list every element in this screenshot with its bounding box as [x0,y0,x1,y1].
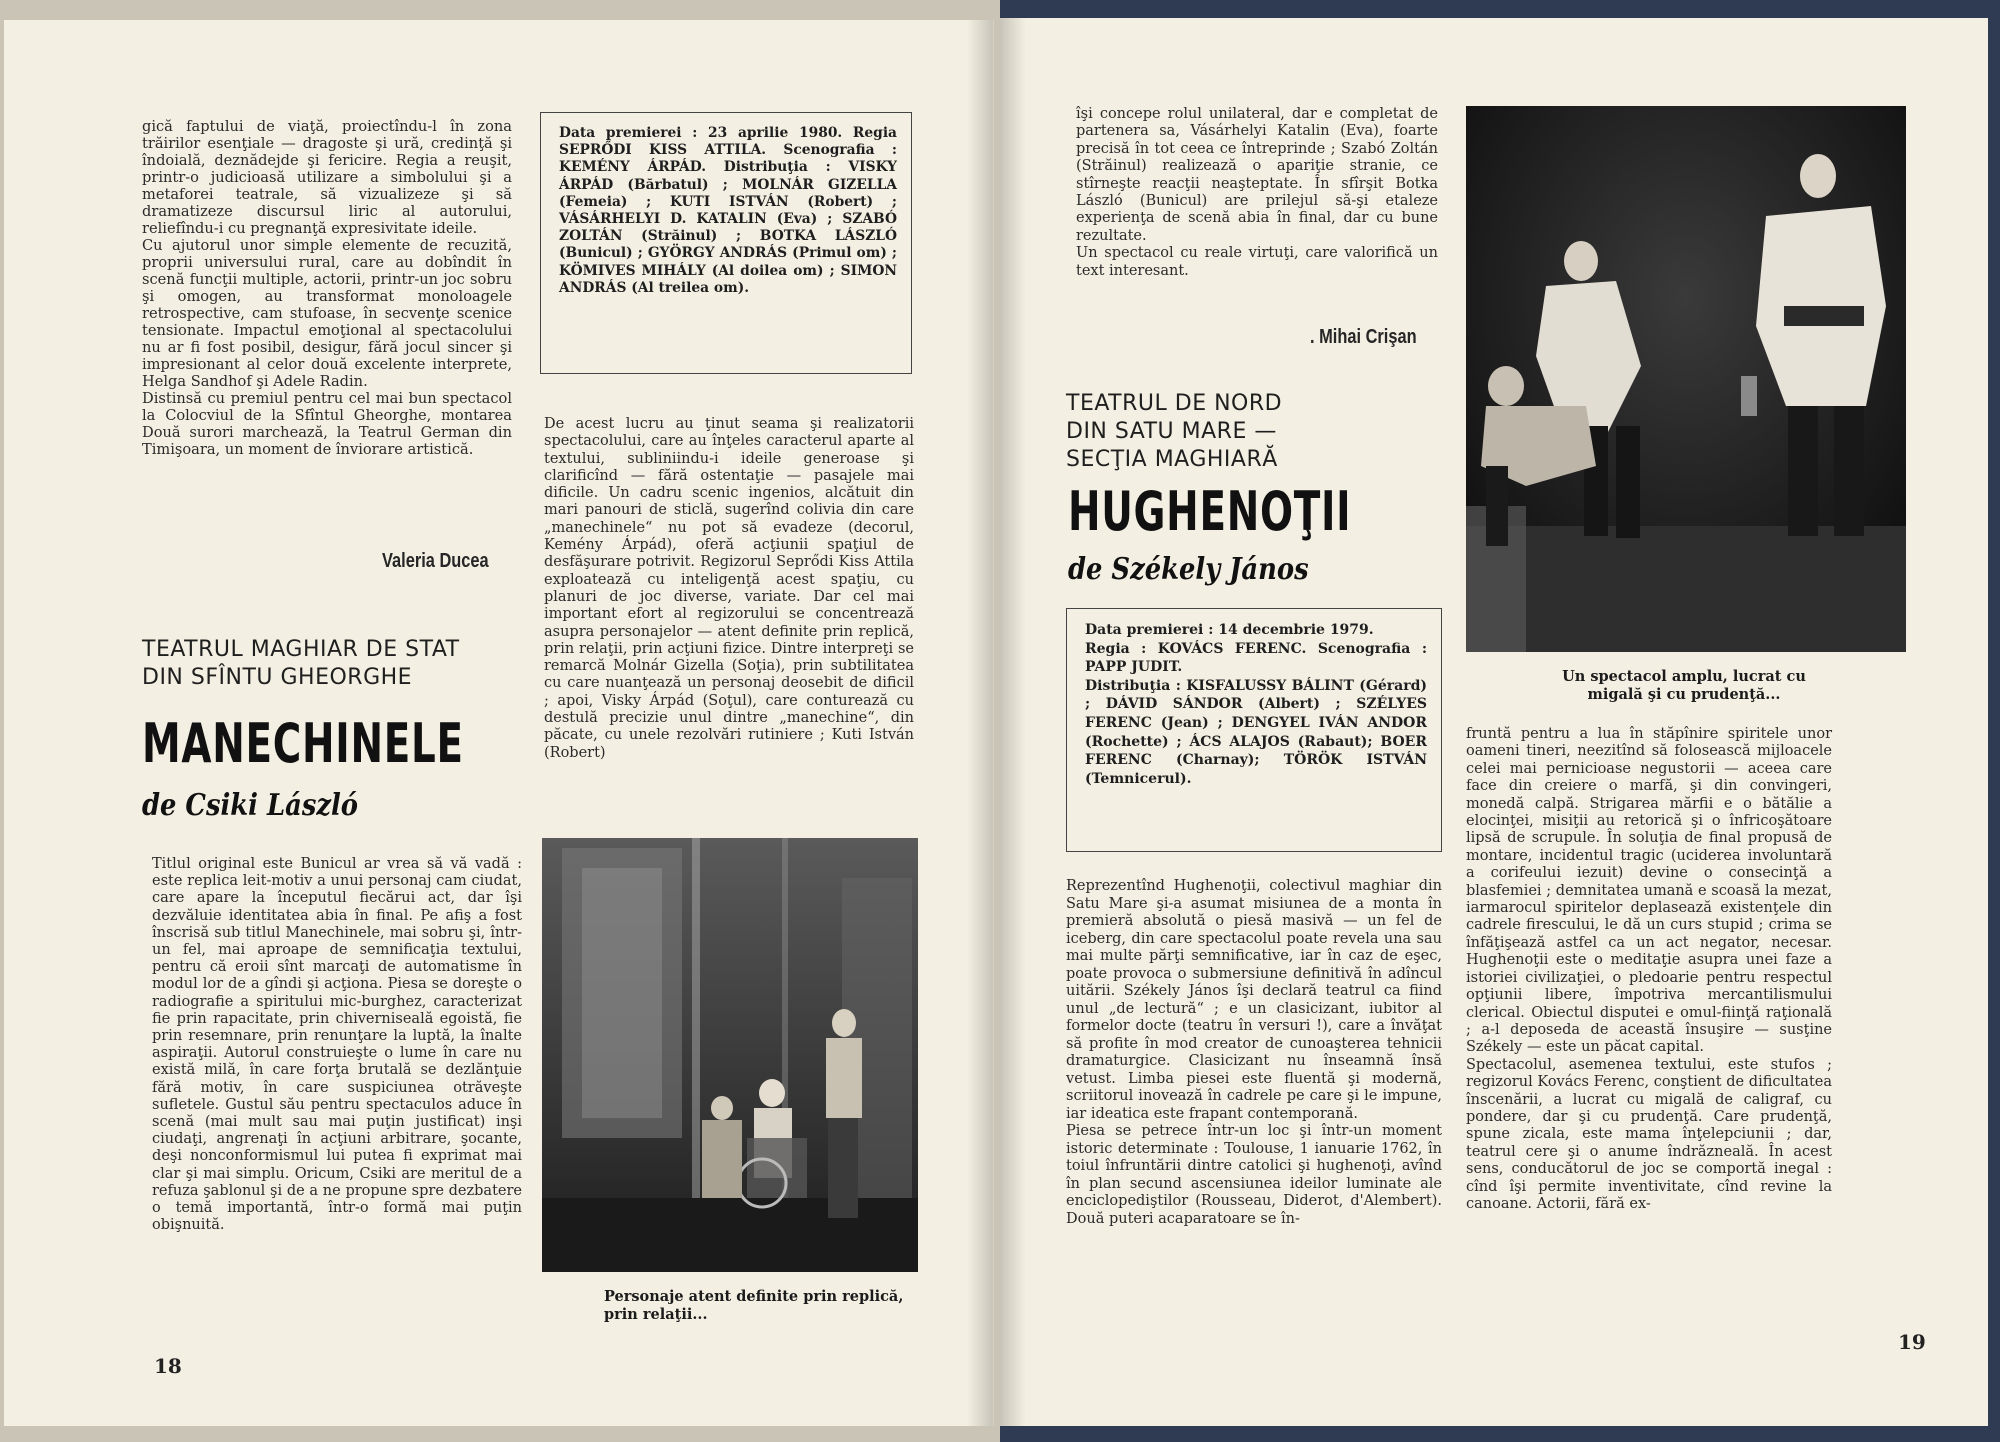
right-article-column1: Reprezentînd Hughenoţii, colectivul maghiar din Satu Mare şi-a asumat misiunea de a monta în premieră absolută o piesă masivă — un fel de iceberg, din care spectacolul poate revela una sau mai multe părţi semnificative, iar în caz de eşec, poate provoca o submersiune definitivă în adîncul uitării. Székely János îşi declară teatrul ca fiind unul „de lectură“ ; e un clasicizant, iubitor al formelor docte (teatru în versuri !), care a învăţat să profite în mod creator de cunoaşterea tehnicii dramaturgice. Clasicizant nu înseamnă însă vetust. Limba piesei este fluentă şi modernă, scriitorul inovează în cadrele pe care şi le impune, iar ideatica este frapant contemporană. Piesa se petrece într-un loc şi într-un moment istoric determinate : Toulouse, 1 ianuarie 1762, în toiul înfruntării dintre catolici şi hughenoţi, avînd în plan secund ascensiunea ideilor luminate ale enciclopediştilor (Rousseau, Diderot, d'Alembert). Două puteri acaparatoare se în- [1066,878,1442,1227]
spine-shadow [967,20,993,1426]
left-article-column2: De acest lucru au ţinut seama şi realizatorii spectacolului, care au înţeles caracterul aparte al textului, subliniindu-i ideile generoase şi clarificînd — fără ostentaţie — pasajele mai dificile. Un cadru scenic ingenios, alcătuit din mari panouri de sticlă, sugerînd colivia din care „manechinele“ nu pot să evadeze (decorul, Kemény Árpád), oferă acţiunii spaţiul de desfăşurare potrivit. Regizorul Seprődi Kiss Attila exploatează cu inteligenţă acest spaţiu, cu planuri de joc diverse, variate. Dar cel mai important efort al regizorului se concentrează asupra personajelor — atent definite prin replică, prin relaţii, prin acţiuni fizice. Dintre interpreţi se remarcă Molnár Gizella (Soţia), prin subtilitatea cu care nuanţează un personaj deosebit de dificil ; apoi, Visky Árpád (Soţul), care conturează cu destulă precizie unul dintre „manechine“, din păcate, cu unele rezolvări rutiniere ; Kuti István (Robert) [544,416,914,761]
right-play-title: HUGHENOŢII [1068,480,1352,543]
manechinele-stage-photo [542,838,918,1272]
left-play-title: MANECHINELE [142,712,464,775]
right-page-number: 19 [1898,1330,1926,1354]
spine-shadow [1000,18,1026,1426]
left-theatre-heading: TEATRUL MAGHIAR DE STAT DIN SFÎNTU GHEORGHE [142,637,460,690]
right-credits-box: Data premierei : 14 decembrie 1979. Regia : KOVÁCS FERENC. Scenografia : PAPP JUDIT. Distribuţia : KISFALUSSY BÁLINT (Gérard) ; DÁVID SÁNDOR (Albert) ; SZÉLYES FERENC (Jean) ; DENGYEL IVÁN ANDOR (Rochette) ; ÁCS ALAJOS (Rabaut); BOER FERENC (Charnay); TÖRÖK ISTVÁN (Temnicerul). [1066,608,1442,852]
left-signature: Valeria Ducea [382,550,489,572]
left-page [4,20,994,1426]
right-column1-continuation: îşi concepe rolul unilateral, dar e completat de partenera sa, Vásárhelyi Katalin (Eva), foarte precisă în tot ceea ce întreprinde ; Szabó Zoltán (Străinul) realizează o apariţie stranie, ce stîrneşte reacţii neaşteptate. În sfîrşit Botka László (Bunicul) are prilejul să-şi etaleze experienţa de scenă abia în final, dar cu bune rezultate. Un spectacol cu reale virtuţi, care valorifică un text interesant. [1076,106,1438,279]
stage-photo-illustration [542,838,918,1272]
right-play-author: de Székely János [1068,552,1309,587]
left-play-author: de Csiki László [142,788,359,823]
left-article-column1: Titlul original este Bunicul ar vrea să vă vadă : este replica leit-motiv a unui personaj cam ciudat, care apare la începutul fiecărui act, dar îşi dezvăluie identitatea abia în final. Pe afiş a fost înscrisă sub titlul Manechinele, mai sobru şi, într-un fel, mai aproape de semnificaţia textului, pentru că eroii sînt marcaţi de automatisme în modul lor de a gîndi şi acţiona. Piesa se doreşte o radiografie a spiritului mic-burghez, caracterizat fie prin rapacitate, prin chiverniseală egoistă, fie prin resemnare, prin renunţare la luptă, la înalte aspiraţii. Autorul construieşte o lume în care nu există milă, în care forţa brutală se dezlănţuie fără motiv, în care suspiciunea otrăveşte sufletele. Gustul său pentru spectaculos aduce în scenă (mai mult sau mai puţin justificat) inşi ciudaţi, angrenaţi în acţiuni arbitrare, şocante, deşi nonconformismul lui putea fi exprimat mai clar şi mai simplu. Oricum, Csiki are meritul de a refuza şablonul şi de a ne propune spre dezbatere o temă importantă, într-o formă mai puţin obişnuită. [152,856,522,1234]
left-photo-caption: Personaje atent definite prin replică, prin relaţii... [604,1288,904,1323]
right-signature: . Mihai Crişan [1310,326,1417,348]
left-page-number: 18 [154,1354,182,1378]
right-theatre-heading: TEATRUL DE NORD DIN SATU MARE — SECŢIA MAGHIARĂ [1066,391,1283,472]
hughenotii-stage-photo [1466,106,1906,652]
right-page [1000,18,1988,1426]
right-photo-caption: Un spectacol amplu, lucrat cu migală şi cu prudenţă... [1562,668,1806,703]
left-column1-continuation: gică faptului de viaţă, proiectîndu-l în zona trăirilor esenţiale — dragoste şi ură, credinţă şi îndoială, deznădejde şi fericire. Regia a reuşit, printr-o judicioasă utilizare a simbolului şi a metaforei teatrale, să vizualizeze şi să dramatizeze discursul liric al autorului, reliefîndu-i cu pregnanţă expresivitate ideile. Cu ajutorul unor simple elemente de recuzită, proprii universului rural, care au dobîndit în scenă funcţii multiple, actorii, printr-un joc sobru şi omogen, au transformat monoloagele retrospective, cam stufoase, în secvenţe scenice tensionate. Impactul emoţional al spectacolului nu ar fi fost posibil, desigur, fără jocul sincer şi impresionant al celor două excelente interprete, Helga Sandhof şi Adele Radin. Distinsă cu premiul pentru cel mai bun spectacol la Colocviul de la Sfîntul Gheorghe, montarea Două surori marchează, la Teatrul German din Timişoara, un moment de înviorare artistică. [142,118,512,458]
right-article-column2: fruntă pentru a lua în stăpînire spiritele unor oameni tineri, neezitînd să folosească mijloacele celei mai pernicioase negustorii — aceea care face din creiere o marfă, şi din convingeri, monedă calpă. Strigarea mărfii e o bătălie a elocinţei, misiţii au retorică şi o înfricoşătoare lipsă de scrupule. În soluţia de final propusă de montare, incidentul tragic (uciderea involuntară a corifeului iezuit) devine o consecinţă a blasfemiei ; demnitatea umană e scoasă la mezat, iarmarocul spiritelor deplasează existenţele din cadrele firescului, le dă un curs stupid ; crima se înfăţişează astfel ca un act negator, necesar. Hughenoţii este o meditaţie asupra unei faze a istoriei civilizaţiei, o pledoarie pentru respectul opţiunii libere, împotriva mercantilismului clerical. Obiectul disputei e omul-fiinţă raţională ; a-l deposeda de această însuşire — susţine Székely — este un păcat capital. Spectacolul, asemenea textului, este stufos ; regizorul Kovács Ferenc, conştient de dificultatea înscenării, a lucrat cu migală de caligraf, cu pondere, dar şi cu prudenţă. Care prudenţă, spune zicala, este mama înţelepciunii ; dar, teatrul cere şi o anume îndrăzneală. În acest sens, conducătorul de joc se comportă inegal : cînd îşi permite inventivitate, cînd revine la canoane. Actorii, fără ex- [1466,726,1832,1212]
stage-photo-illustration [1466,106,1906,652]
left-credits-box: Data premierei : 23 aprilie 1980. Regia SEPRŐDI KISS ATTILA. Scenografia : KEMÉNY ÁRPÁD. Distribuţia : VISKY ÁRPÁD (Bărbatul) ; MOLNÁR GIZELLA (Femeia) ; KUTI ISTVÁN (Robert) ; VÁSÁRHELYI D. KATALIN (Eva) ; SZABÓ ZOLTÁN (Străinul) ; BOTKA LÁSZLÓ (Bunicul) ; GYÖRGY ANDRÁS (Primul om) ; KÖMIVES MIHÁLY (Al doilea om) ; SIMON ANDRÁS (Al treilea om). [540,112,912,374]
